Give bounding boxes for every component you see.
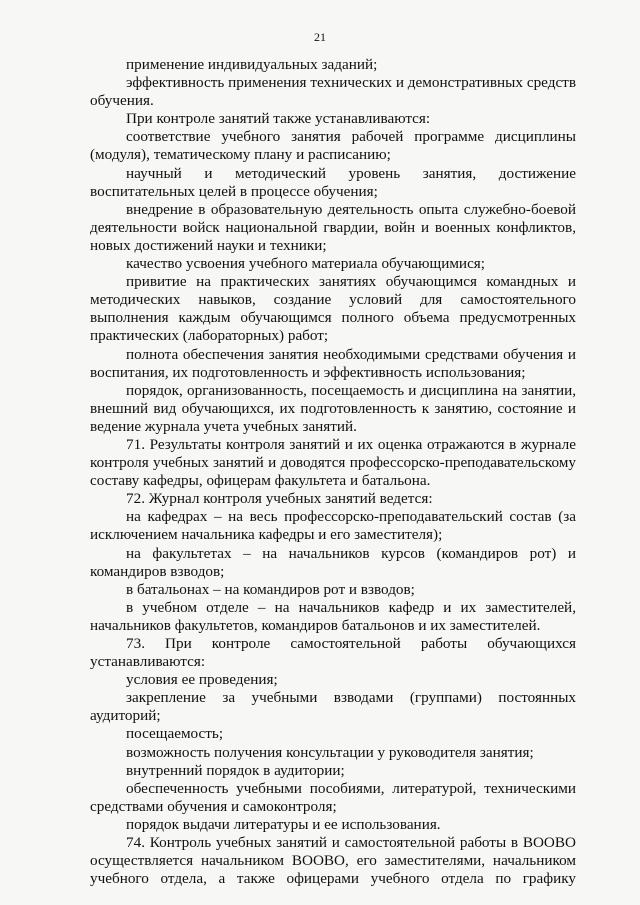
body-text xyxy=(90,56,576,888)
section-paragraph-73: 73. При контроле самостоятельной работы обучающихся устанавливаются: xyxy=(90,635,576,671)
paragraph: полнота обеспечения занятия необходимыми средствами обучения и воспитания, их подготовленность и эффективность использования; xyxy=(90,345,576,381)
paragraph: качество усвоения учебного материала обучающимися; xyxy=(126,255,486,273)
section-paragraph-72: 72. Журнал контроля учебных занятий ведется: xyxy=(126,490,433,508)
paragraph: на кафедрах – на весь профессорско-преподавательский состав (за исключением начальника кафедры и его заместителя); xyxy=(90,508,576,544)
paragraph: порядок, организованность, посещаемость и дисциплина на занятии, внешний вид обучающихся, их подготовленность к занятию, состояние и ведение журнала учета учебных занятий. xyxy=(90,381,576,435)
paragraph: условия ее проведения; xyxy=(126,671,278,689)
paragraph: привитие на практических занятиях обучающимся командных и методических навыков, создание условий для самостоятельного выполнения каждым обучающимся полного объема предусмотренных практических (лабораторных) работ; xyxy=(90,273,576,345)
paragraph: научный и методический уровень занятия, достижение воспитательных целей в процессе обучения; xyxy=(90,164,576,200)
paragraph: обеспеченность учебными пособиями, литературой, техническими средствами обучения и самоконтроля; xyxy=(90,779,576,815)
paragraph: возможность получения консультации у руководителя занятия; xyxy=(126,743,534,761)
paragraph: применение индивидуальных заданий; xyxy=(126,56,378,73)
paragraph: закрепление за учебными взводами (группами) постоянных аудиторий; xyxy=(90,689,576,725)
paragraph: в учебном отделе – на начальников кафедр и их заместителей, начальников факультетов, командиров батальонов и их заместителей. xyxy=(90,598,576,634)
paragraph: внутренний порядок в аудитории; xyxy=(126,761,345,779)
paragraph: на факультетах – на начальников курсов (командиров рот) и командиров взводов; xyxy=(90,544,576,580)
section-paragraph-71: 71. Результаты контроля занятий и их оценка отражаются в журнале контроля учебных занятий и доводятся профессорско-преподавательскому составу кафедры, офицерам факультета и батальона. xyxy=(90,435,576,490)
paragraph: эффективность применения технических и демонстративных средств обучения. xyxy=(90,74,576,110)
paragraph: соответствие учебного занятия рабочей программе дисциплины (модуля), тематическому плану и расписанию; xyxy=(90,128,576,164)
page-number: 21 xyxy=(314,30,326,44)
paragraph: порядок выдачи литературы и ее использования. xyxy=(126,815,441,833)
section-paragraph-74: 74. Контроль учебных занятий и самостоятельной работы в ВООВО осуществляется начальником ВООВО, его заместителями, начальником учебного отдела, а также офицерами учебного отдела по графику xyxy=(90,834,576,888)
paragraph: При контроле занятий также устанавливаются: xyxy=(126,110,431,128)
paragraph: в батальонах – на командиров рот и взводов; xyxy=(126,580,415,598)
paragraph: посещаемость; xyxy=(126,725,224,743)
paragraph: внедрение в образовательную деятельность опыта служебно-боевой деятельности войск национальной гвардии, войн и военных конфликтов, новых достижений науки и техники; xyxy=(90,200,576,254)
